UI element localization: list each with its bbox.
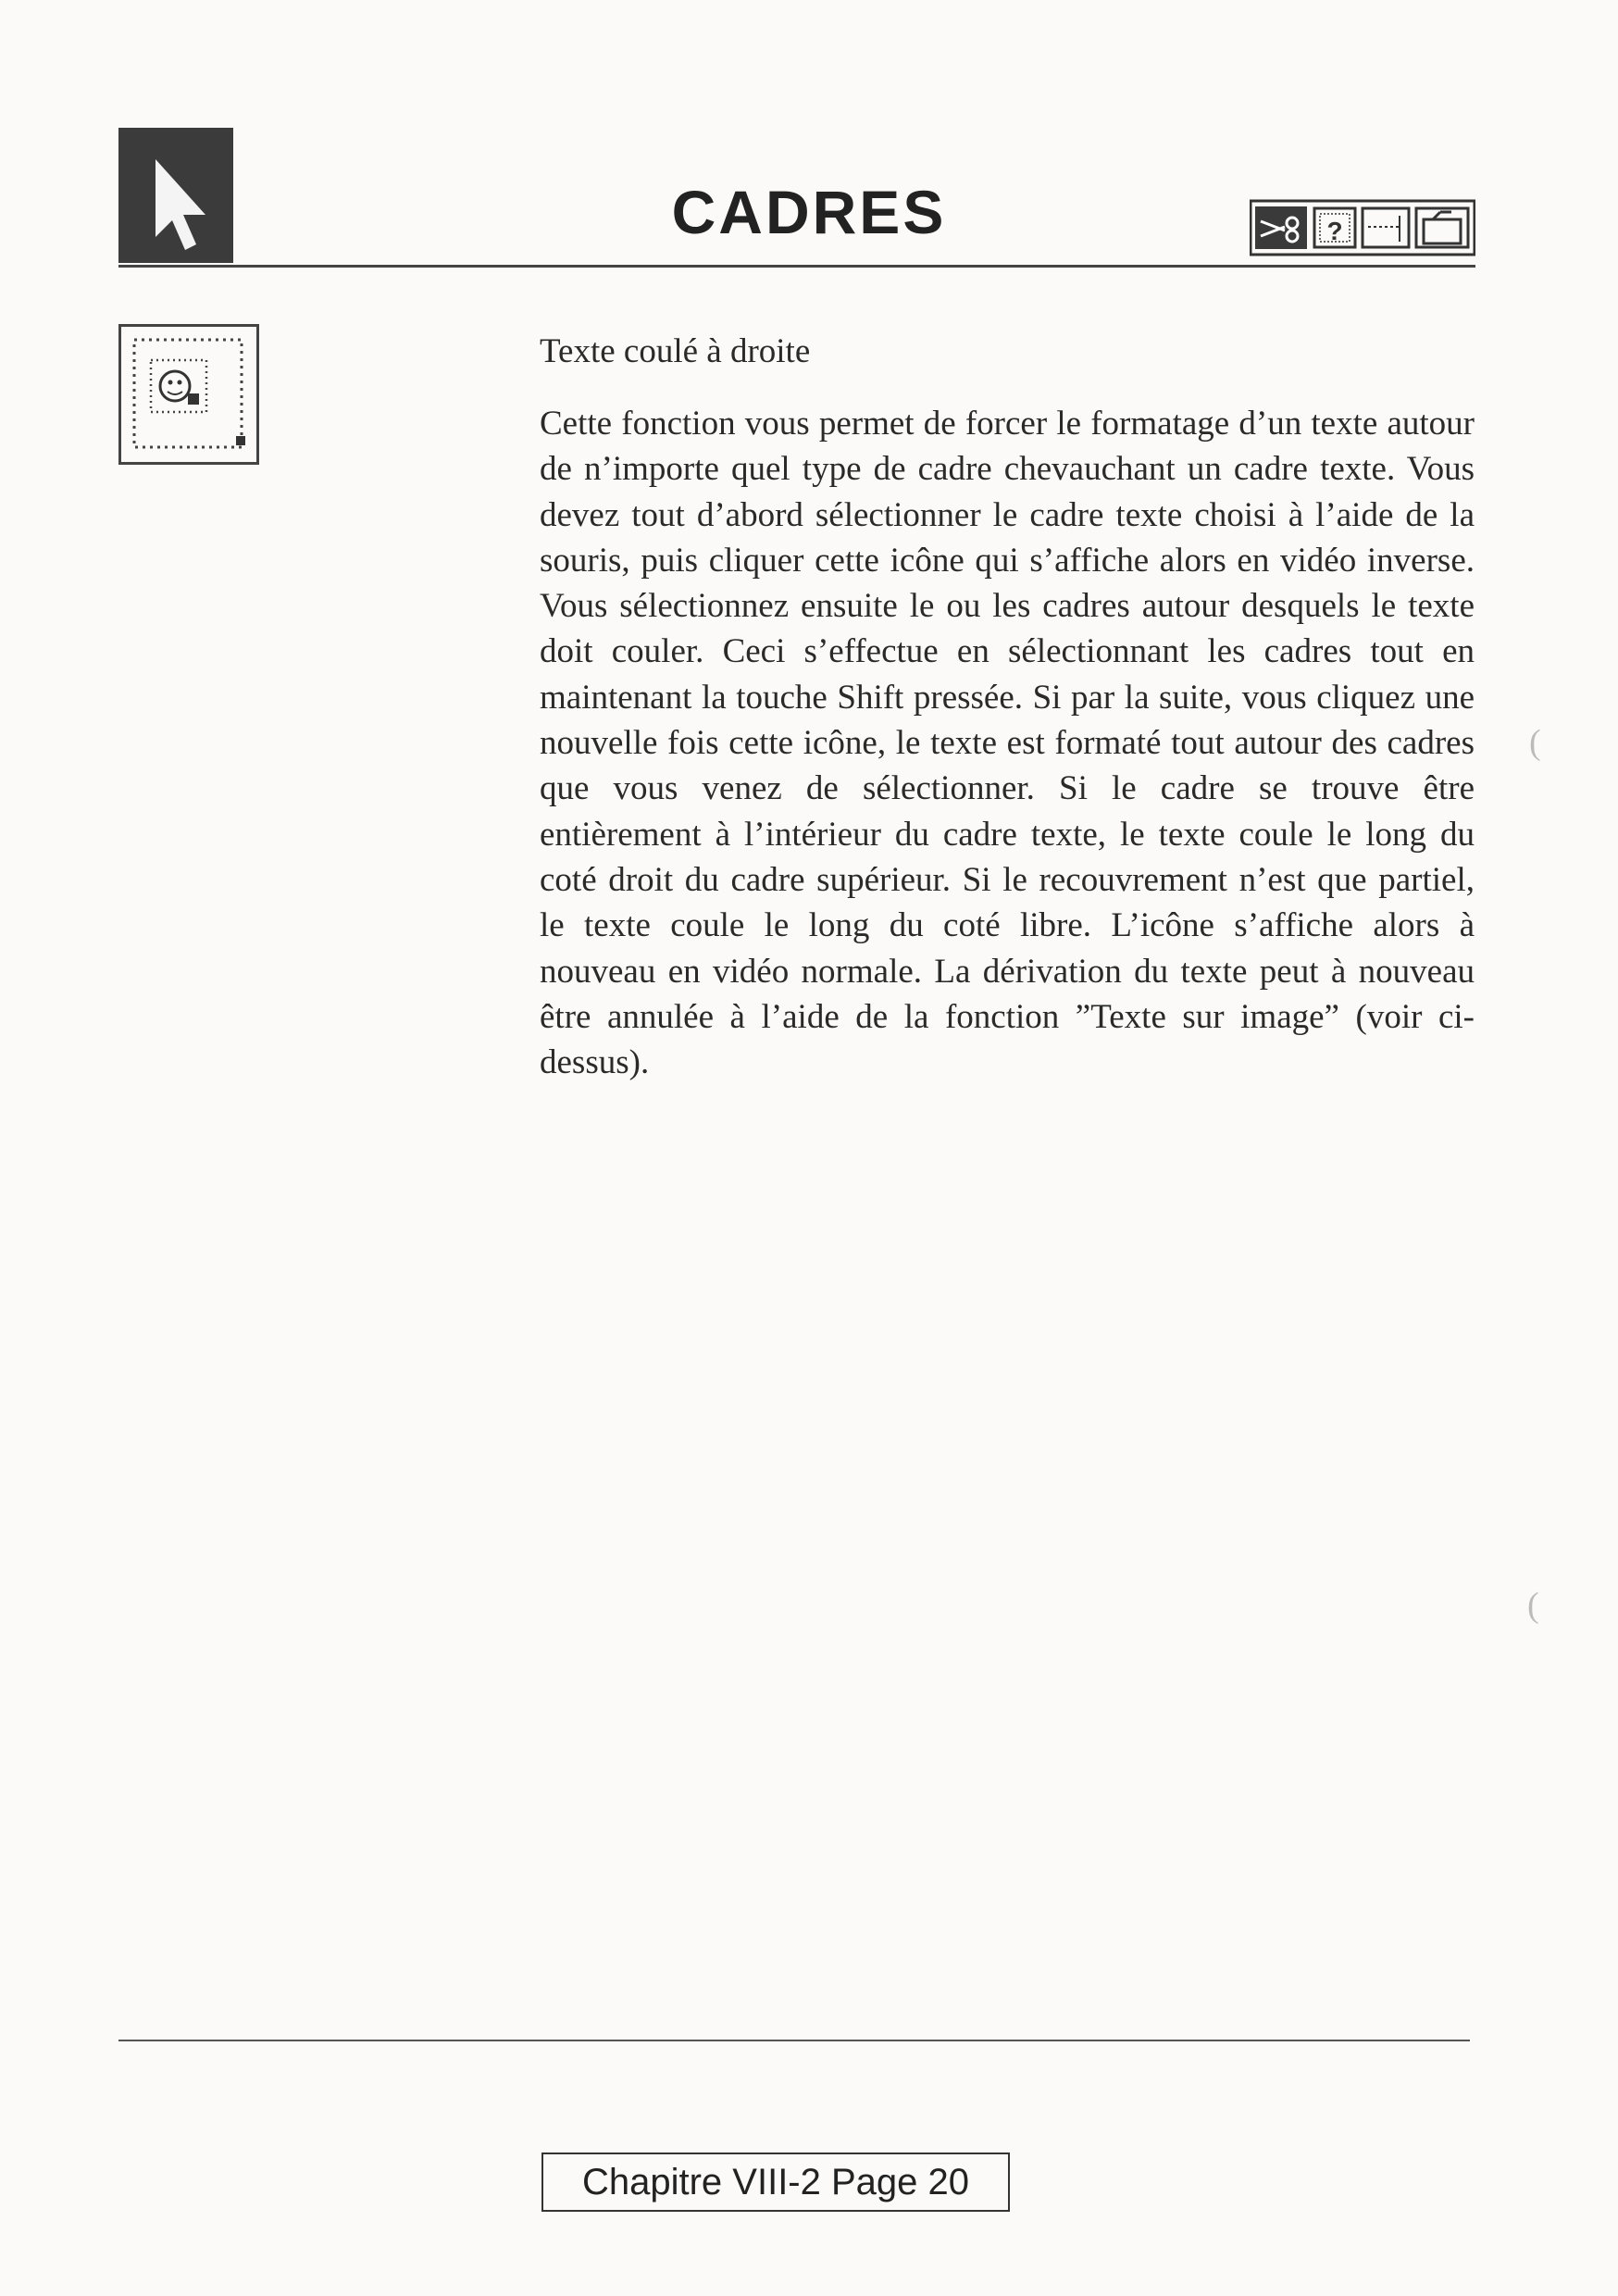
scan-mark: (	[1527, 1586, 1539, 1625]
text-flow-right-icon[interactable]	[118, 324, 259, 465]
toolbar-icon-strip	[1250, 199, 1475, 256]
header-rule	[118, 265, 1475, 268]
svg-text:?: ?	[1326, 217, 1343, 245]
section-body: Cette fonction vous permet de forcer le formatage d’un texte autour de n’importe quel type de cadre chevauchant un cadre texte. Vous devez tout d’abord sélectionner le cadre texte choisi à l’aide de la souris, puis cliquer cette icône qui s’affiche alors en vidéo inverse. Vous sélectionnez ensuite le ou les cadres autour desquels le texte doit couler. Ceci s’effectue en sélectionnant les cadres tout en maintenant la touche Shift pressée. Si par la suite, vous cliquez une nouvelle fois cette icône, le texte est formaté tout autour des cadres que vous venez de sélectionner. Si le cadre se trouve être entièrement à l’intérieur du cadre texte, le texte coule le long du coté droit du cadre supérieur. Si le recouvrement n’est que partiel, le texte coule le long du coté libre. L’icône s’affiche alors à nouveau en vidéo normale. La dérivation du texte peut à nouveau être annulée à l’aide de la fonction ”Texte sur image” (voir ci-dessus).	[540, 405, 1475, 1082]
section-content	[540, 329, 1475, 1085]
page-footer: Chapitre VIII-2 Page 20	[541, 2152, 1010, 2212]
page-title: CADRES	[671, 178, 947, 246]
footer-rule	[118, 2040, 1470, 2041]
scan-mark: (	[1529, 723, 1541, 762]
section-title: Texte coulé à droite	[540, 332, 811, 370]
scissors-icon	[1255, 206, 1307, 249]
